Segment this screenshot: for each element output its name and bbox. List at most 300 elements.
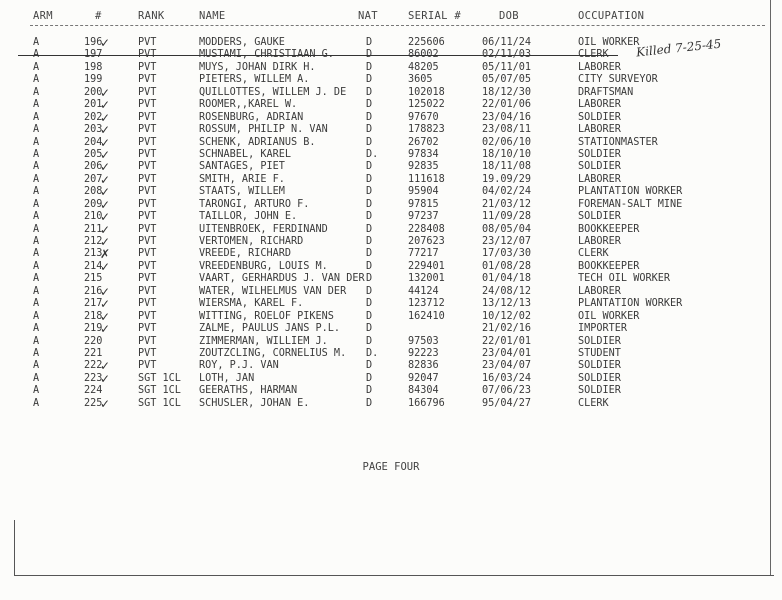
cell-arm: A	[33, 173, 40, 185]
cell-rank: PVT	[138, 124, 157, 136]
header-serial: SERIAL #	[408, 10, 461, 22]
cell-serial: 86002	[408, 49, 439, 61]
check-mark-icon: ✓	[100, 172, 111, 187]
cell-nat: D	[366, 335, 373, 347]
cell-num: 222	[84, 360, 103, 372]
cell-dob: 04/02/24	[482, 186, 532, 198]
header-rank: RANK	[138, 10, 165, 22]
cell-rank: PVT	[138, 148, 157, 160]
cell-num: 206	[84, 161, 103, 173]
check-mark-icon: ✓	[100, 309, 111, 324]
header-name: NAME	[199, 10, 226, 22]
table-row	[0, 385, 782, 397]
cell-nat: D	[366, 310, 373, 322]
cell-serial: 102018	[408, 86, 445, 98]
cell-arm: A	[33, 211, 40, 223]
table-row	[0, 398, 782, 410]
cell-name: ROOMER,,KAREL W.	[199, 99, 298, 111]
cell-arm: A	[33, 335, 40, 347]
cell-occ: PLANTATION WORKER	[578, 186, 683, 198]
cell-dob: 18/12/30	[482, 86, 532, 98]
cell-arm: A	[33, 37, 40, 48]
cell-num: 198	[84, 61, 103, 73]
table-row	[0, 273, 782, 285]
cell-serial: 166796	[408, 397, 445, 409]
table-header	[0, 10, 782, 26]
cell-name: QUILLOTTES, WILLEM J. DE	[199, 86, 347, 98]
header-arm: ARM	[33, 10, 53, 22]
cell-serial: 125022	[408, 99, 445, 111]
header-rule	[30, 25, 765, 26]
cell-serial: 97503	[408, 335, 439, 347]
cell-rank: PVT	[138, 248, 157, 260]
cell-occ: SOLDIER	[578, 385, 621, 397]
cell-num: 215	[84, 273, 103, 285]
cell-dob: 01/04/18	[482, 273, 532, 285]
cell-dob: 23/04/16	[482, 111, 532, 123]
cell-name: VREEDE, RICHARD	[199, 248, 292, 260]
cell-dob: 02/11/03	[482, 49, 532, 61]
cell-dob: 19.09/29	[482, 173, 532, 185]
cell-rank: PVT	[138, 211, 157, 223]
table-row	[0, 360, 782, 372]
cell-dob: 08/05/04	[482, 223, 532, 235]
cell-nat: D	[366, 248, 373, 260]
cell-name: ZALME, PAULUS JANS P.L.	[199, 323, 341, 335]
cell-dob: 23/04/01	[482, 347, 532, 359]
cell-nat: D	[366, 372, 373, 384]
cell-occ: LABORER	[578, 99, 621, 111]
cell-arm: A	[33, 260, 40, 272]
cell-nat: D	[366, 385, 373, 397]
cell-rank: PVT	[138, 49, 157, 61]
check-mark-icon: ✓	[100, 359, 111, 374]
cell-occ: CLERK	[578, 49, 609, 61]
cell-occ: IMPORTER	[578, 323, 628, 335]
cell-serial: 123712	[408, 298, 445, 310]
cell-dob: 13/12/13	[482, 298, 532, 310]
cell-occ: SOLDIER	[578, 211, 621, 223]
cell-dob: 10/12/02	[482, 310, 532, 322]
cell-dob: 95/04/27	[482, 397, 532, 409]
cell-occ: OIL WORKER	[578, 310, 640, 322]
cell-occ: SOLDIER	[578, 148, 621, 160]
table-row	[0, 99, 782, 111]
check-mark-icon: ✓	[100, 259, 111, 274]
cell-rank: PVT	[138, 285, 157, 297]
cell-num: 199	[84, 74, 103, 86]
cell-arm: A	[33, 86, 40, 98]
cell-occ: LABORER	[578, 285, 621, 297]
cell-dob: 22/01/06	[482, 99, 532, 111]
table-row	[0, 261, 782, 273]
table-row	[0, 149, 782, 161]
cell-occ: LABORER	[578, 173, 621, 185]
cell-rank: PVT	[138, 37, 157, 48]
cell-num: 201	[84, 99, 103, 111]
cell-name: MUYS, JOHAN DIRK H.	[199, 61, 316, 73]
check-mark-icon: ✓	[100, 98, 111, 113]
cell-dob: 21/02/16	[482, 323, 532, 335]
cell-nat: D	[366, 186, 373, 198]
cell-rank: PVT	[138, 223, 157, 235]
cell-name: WITTING, ROELOF PIKENS	[199, 310, 334, 322]
cell-occ: FOREMAN-SALT MINE	[578, 198, 683, 210]
cell-nat: D	[366, 49, 373, 61]
cell-nat: D	[366, 198, 373, 210]
cell-serial: 26702	[408, 136, 439, 148]
cell-arm: A	[33, 198, 40, 210]
cell-num: 196	[84, 37, 103, 48]
check-mark-icon: ✓	[100, 110, 111, 125]
cell-dob: 11/09/28	[482, 211, 532, 223]
cell-serial: 97815	[408, 198, 439, 210]
table-row	[0, 298, 782, 310]
cell-num: 220	[84, 335, 103, 347]
cell-rank: PVT	[138, 74, 157, 86]
cell-nat: D	[366, 323, 373, 335]
cell-rank: SGT 1CL	[138, 372, 181, 384]
cell-name: ROSSUM, PHILIP N. VAN	[199, 124, 328, 136]
cell-arm: A	[33, 273, 40, 285]
cell-rank: PVT	[138, 360, 157, 372]
cell-nat: D	[366, 161, 373, 173]
cell-arm: A	[33, 310, 40, 322]
cell-rank: SGT 1CL	[138, 385, 181, 397]
cell-arm: A	[33, 124, 40, 136]
table-row	[0, 112, 782, 124]
cell-nat: D	[366, 211, 373, 223]
cell-num: 210	[84, 211, 103, 223]
header-nat: NAT	[358, 10, 378, 22]
cell-num: 216	[84, 285, 103, 297]
cell-num: 212	[84, 236, 103, 247]
check-mark-icon: ✗	[100, 247, 111, 262]
handwritten-annotation: Killed 7-25-45	[635, 36, 722, 60]
cell-nat: D	[366, 111, 373, 123]
cell-name: WIERSMA, KAREL F.	[199, 298, 304, 310]
cell-name: ROY, P.J. VAN	[199, 360, 279, 372]
cell-num: 213	[84, 248, 103, 260]
cell-serial: 228408	[408, 223, 445, 235]
cell-rank: PVT	[138, 86, 157, 98]
check-mark-icon: ✓	[100, 396, 111, 411]
cell-name: GEERATHS, HARMAN	[199, 385, 298, 397]
cell-num: 209	[84, 198, 103, 210]
cell-name: SCHNABEL, KAREL	[199, 148, 292, 160]
cell-num: 197	[84, 49, 103, 61]
cell-name: ROSENBURG, ADRIAN	[199, 111, 304, 123]
cell-serial: 207623	[408, 236, 445, 247]
check-mark-icon: ✓	[100, 160, 111, 175]
cell-occ: LABORER	[578, 61, 621, 73]
cell-occ: BOOKKEEPER	[578, 223, 640, 235]
table-row	[0, 199, 782, 211]
check-mark-icon: ✓	[100, 284, 111, 299]
cell-serial: 162410	[408, 310, 445, 322]
cell-occ: SOLDIER	[578, 335, 621, 347]
check-mark-icon: ✓	[100, 123, 111, 138]
cell-serial: 225606	[408, 37, 445, 48]
check-mark-icon: ✓	[100, 322, 111, 337]
cell-serial: 178823	[408, 124, 445, 136]
check-mark-icon: ✓	[100, 147, 111, 162]
cell-name: UITENBROEK, FERDINAND	[199, 223, 328, 235]
cell-num: 211	[84, 223, 103, 235]
cell-name: SMITH, ARIE F.	[199, 173, 285, 185]
cell-dob: 05/07/05	[482, 74, 532, 86]
cell-serial: 48205	[408, 61, 439, 73]
cell-arm: A	[33, 236, 40, 247]
cell-nat: D.	[366, 148, 379, 160]
cell-serial: 92223	[408, 347, 439, 359]
cell-occ: DRAFTSMAN	[578, 86, 634, 98]
cell-arm: A	[33, 74, 40, 86]
cell-arm: A	[33, 186, 40, 198]
page-edge-left	[14, 520, 15, 576]
cell-serial: 97834	[408, 148, 439, 160]
cell-dob: 23/08/11	[482, 124, 532, 136]
cell-occ: CITY SURVEYOR	[578, 74, 658, 86]
cell-dob: 18/10/10	[482, 148, 532, 160]
cell-nat: D	[366, 37, 373, 48]
cell-name: ZIMMERMAN, WILLIEM J.	[199, 335, 328, 347]
cell-rank: PVT	[138, 347, 157, 359]
table-row	[0, 373, 782, 385]
page-footer: PAGE FOUR	[362, 461, 420, 473]
cell-rank: PVT	[138, 173, 157, 185]
roster-table	[0, 37, 782, 410]
cell-name: STAATS, WILLEM	[199, 186, 285, 198]
cell-serial: 111618	[408, 173, 445, 185]
table-row	[0, 236, 782, 248]
cell-nat: D	[366, 273, 373, 285]
cell-rank: SGT 1CL	[138, 397, 181, 409]
cell-arm: A	[33, 372, 40, 384]
cell-name: VREEDENBURG, LOUIS M.	[199, 260, 328, 272]
cell-occ: PLANTATION WORKER	[578, 298, 683, 310]
cell-nat: D.	[366, 347, 379, 359]
cell-rank: PVT	[138, 260, 157, 272]
table-row	[0, 224, 782, 236]
check-mark-icon: ✓	[100, 371, 111, 386]
cell-serial: 84304	[408, 385, 439, 397]
cell-dob: 01/08/28	[482, 260, 532, 272]
cell-num: 221	[84, 347, 103, 359]
cell-dob: 23/12/07	[482, 236, 532, 247]
cell-rank: PVT	[138, 335, 157, 347]
cell-arm: A	[33, 61, 40, 73]
cell-rank: PVT	[138, 198, 157, 210]
cell-arm: A	[33, 136, 40, 148]
table-row	[0, 74, 782, 86]
cell-name: WATER, WILHELMUS VAN DER	[199, 285, 347, 297]
cell-nat: D	[366, 285, 373, 297]
cell-nat: D	[366, 260, 373, 272]
table-row	[0, 248, 782, 260]
cell-num: 214	[84, 260, 103, 272]
cell-rank: PVT	[138, 186, 157, 198]
cell-rank: PVT	[138, 298, 157, 310]
cell-num: 207	[84, 173, 103, 185]
table-row	[0, 161, 782, 173]
cell-name: MODDERS, GAUKE	[199, 37, 285, 48]
cell-dob: 07/06/23	[482, 385, 532, 397]
cell-serial: 77217	[408, 248, 439, 260]
cell-arm: A	[33, 347, 40, 359]
cell-dob: 21/03/12	[482, 198, 532, 210]
cell-dob: 16/03/24	[482, 372, 532, 384]
cell-arm: A	[33, 49, 40, 61]
cell-nat: D	[366, 360, 373, 372]
cell-nat: D	[366, 173, 373, 185]
header-dob: DOB	[499, 10, 519, 22]
cell-num: 202	[84, 111, 103, 123]
cell-name: VERTOMEN, RICHARD	[199, 236, 304, 247]
check-mark-icon: ✓	[100, 210, 111, 225]
cell-num: 223	[84, 372, 103, 384]
cell-name: TARONGI, ARTURO F.	[199, 198, 310, 210]
cell-nat: D	[366, 236, 373, 247]
cell-name: SANTAGES, PIET	[199, 161, 285, 173]
cell-dob: 24/08/12	[482, 285, 532, 297]
cell-nat: D	[366, 86, 373, 98]
cell-rank: PVT	[138, 136, 157, 148]
cell-dob: 18/11/08	[482, 161, 532, 173]
cell-rank: PVT	[138, 111, 157, 123]
check-mark-icon: ✓	[100, 135, 111, 150]
cell-rank: PVT	[138, 161, 157, 173]
cell-num: 208	[84, 186, 103, 198]
cell-num: 217	[84, 298, 103, 310]
cell-dob: 05/11/01	[482, 61, 532, 73]
cell-occ: LABORER	[578, 124, 621, 136]
cell-occ: SOLDIER	[578, 372, 621, 384]
cell-occ: STUDENT	[578, 347, 621, 359]
table-row	[0, 336, 782, 348]
cell-arm: A	[33, 111, 40, 123]
table-row	[0, 124, 782, 136]
cell-dob: 23/04/07	[482, 360, 532, 372]
check-mark-icon: ✓	[100, 297, 111, 312]
table-row	[0, 186, 782, 198]
check-mark-icon: ✓	[100, 197, 111, 212]
page-edge-bottom	[14, 575, 774, 576]
cell-num: 218	[84, 310, 103, 322]
table-row	[0, 87, 782, 99]
cell-name: PIETERS, WILLEM A.	[199, 74, 310, 86]
cell-num: 200	[84, 86, 103, 98]
cell-name: VAART, GERHARDUS J. VAN DER	[199, 273, 365, 285]
cell-arm: A	[33, 397, 40, 409]
check-mark-icon: ✓	[100, 222, 111, 237]
cell-name: SCHUSLER, JOHAN E.	[199, 397, 310, 409]
cell-arm: A	[33, 148, 40, 160]
table-row	[0, 286, 782, 298]
cell-serial: 82836	[408, 360, 439, 372]
cell-nat: D	[366, 124, 373, 136]
cell-num: 225	[84, 397, 103, 409]
cell-serial: 95904	[408, 186, 439, 198]
cell-occ: STATIONMASTER	[578, 136, 658, 148]
cell-occ: OIL WORKER	[578, 37, 640, 48]
table-row	[0, 137, 782, 149]
header-occupation: OCCUPATION	[578, 10, 645, 22]
cell-serial: 44124	[408, 285, 439, 297]
cell-num: 204	[84, 136, 103, 148]
cell-arm: A	[33, 323, 40, 335]
cell-dob: 06/11/24	[482, 37, 532, 48]
cell-serial: 97237	[408, 211, 439, 223]
cell-arm: A	[33, 360, 40, 372]
cell-dob: 02/06/10	[482, 136, 532, 148]
cell-arm: A	[33, 298, 40, 310]
cell-rank: PVT	[138, 310, 157, 322]
cell-name: LOTH, JAN	[199, 372, 255, 384]
cell-occ: CLERK	[578, 397, 609, 409]
cell-serial: 92835	[408, 161, 439, 173]
cell-nat: D	[366, 298, 373, 310]
cell-occ: LABORER	[578, 236, 621, 247]
cell-nat: D	[366, 61, 373, 73]
table-row	[0, 348, 782, 360]
cell-num: 203	[84, 124, 103, 136]
cell-serial: 97670	[408, 111, 439, 123]
check-mark-icon: ✓	[100, 185, 111, 200]
table-row	[0, 323, 782, 335]
cell-arm: A	[33, 223, 40, 235]
cell-dob: 17/03/30	[482, 248, 532, 260]
cell-nat: D	[366, 74, 373, 86]
cell-rank: PVT	[138, 61, 157, 73]
cell-nat: D	[366, 99, 373, 111]
cell-num: 219	[84, 323, 103, 335]
cell-arm: A	[33, 285, 40, 297]
cell-name: ZOUTZCLING, CORNELIUS M.	[199, 347, 347, 359]
cell-arm: A	[33, 248, 40, 260]
cell-occ: SOLDIER	[578, 111, 621, 123]
cell-rank: PVT	[138, 273, 157, 285]
cell-arm: A	[33, 99, 40, 111]
cell-serial: 132001	[408, 273, 445, 285]
cell-rank: PVT	[138, 323, 157, 335]
table-row	[0, 174, 782, 186]
cell-occ: BOOKKEEPER	[578, 260, 640, 272]
table-row	[0, 211, 782, 223]
cell-name: TAILLOR, JOHN E.	[199, 211, 298, 223]
cell-serial: 3605	[408, 74, 433, 86]
header-num: #	[95, 10, 102, 22]
cell-nat: D	[366, 223, 373, 235]
cell-occ: SOLDIER	[578, 161, 621, 173]
cell-occ: TECH OIL WORKER	[578, 273, 671, 285]
cell-serial: 92047	[408, 372, 439, 384]
cell-serial: 229401	[408, 260, 445, 272]
cell-num: 224	[84, 385, 103, 397]
cell-arm: A	[33, 161, 40, 173]
cell-arm: A	[33, 385, 40, 397]
cell-name: MUSTAMI, CHRISTIAAN G.	[199, 49, 334, 61]
check-mark-icon: ✓	[100, 235, 111, 249]
table-row	[0, 311, 782, 323]
check-mark-icon: ✓	[100, 36, 111, 50]
cell-nat: D	[366, 136, 373, 148]
check-mark-icon: ✓	[100, 85, 111, 100]
cell-occ: CLERK	[578, 248, 609, 260]
cell-num: 205	[84, 148, 103, 160]
cell-rank: PVT	[138, 236, 157, 247]
cell-occ: SOLDIER	[578, 360, 621, 372]
